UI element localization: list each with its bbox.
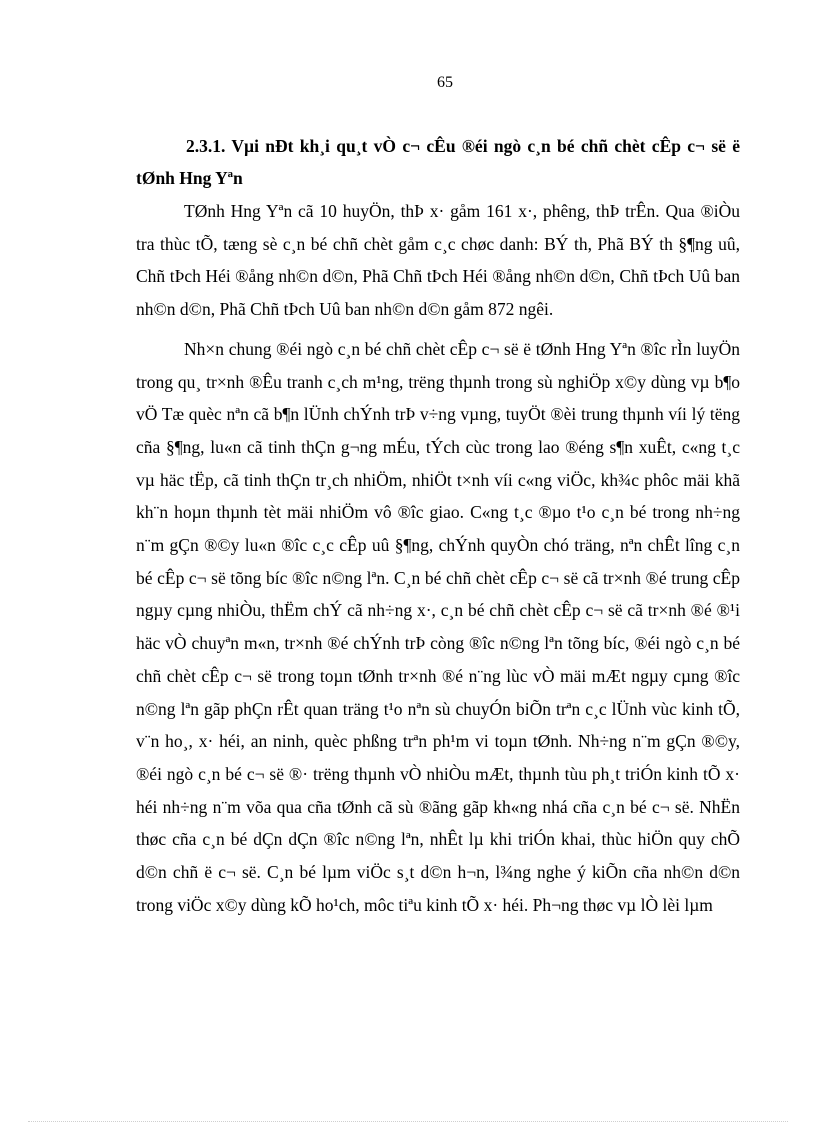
- page-bottom-divider: [28, 1121, 788, 1122]
- page-number: 65: [437, 74, 453, 91]
- section-heading: 2.3.1. Vµi nÐt kh¸i qu¸t vÒ c¬ cÊu ®éi ngò c¸n bé chñ chèt cÊp c¬ së ë tØnh Hng Yªn: [136, 136, 740, 188]
- paragraph: Nh×n chung ®éi ngò c¸n bé chñ chèt cÊp c¬ së ë tØnh Hng Yªn ®îc rÌn luyÖn trong qu¸ tr×nh ®Êu tranh c¸ch m¹ng, trëng thµnh trong sù nghiÖp x©y dùng vµ b¶o vÖ Tæ quèc nªn cã b¶n lÜnh chÝnh trÞ v÷ng vµng, tuyÖt ®èi trung thµnh víi lý tëng cña §¶ng, lu«n cã tinh thÇn g¬ng mÉu, tÝch cùc trong lao ®éng s¶n xuÊt, c«ng t¸c vµ häc tËp, cã tinh thÇn tr¸ch nhiÖm, nhiÖt t×nh víi c«ng viÖc, kh¾c phôc mäi khã kh¨n hoµn thµnh tèt mäi nhiÖm vô ®îc giao. C«ng t¸c ®µo t¹o c¸n bé trong nh÷ng n¨m gÇn ®©y lu«n ®îc c¸c cÊp uû §¶ng, chÝnh quyÒn chó träng, nªn chÊt lîng c¸n bé cÊp c¬ së tõng bíc ®îc n©ng lªn. C¸n bé chñ chèt cÊp c¬ së cã tr×nh ®é trung cÊp ngµy cµng nhiÒu, thËm chÝ cã nh÷ng x·, c¸n bé chñ chèt cÊp c¬ së cã tr×nh ®é ®¹i häc vÒ chuyªn m«n, tr×nh ®é chÝnh trÞ còng ®îc n©ng lªn tõng bíc, ®éi ngò c¸n bé chñ chèt cÊp c¬ së trong toµn tØnh tr×nh ®é n¨ng lùc vÒ mäi mÆt ngµy cµng ®îc n©ng lªn gãp phÇn rÊt quan träng t¹o nªn sù chuyÓn biÕn trªn c¸c lÜnh vùc kinh tÕ, v¨n ho¸, x· héi, an ninh, quèc phßng trªn ph¹m vi toµn tØnh. Nh÷ng n¨m gÇn ®©y, ®éi ngò c¸n bé c¬ së ®· trëng thµnh vÒ nhiÒu mÆt, thµnh tùu ph¸t triÓn kinh tÕ x· héi nh÷ng n¨m võa qua cña tØnh cã sù ®ãng gãp kh«ng nhá cña c¸n bé c¬ së. NhËn thøc cña c¸n bé dÇn dÇn ®îc n©ng lªn, nhÊt lµ khi triÓn khai, thùc hiÖn quy chÕ d©n chñ ë c¬ së. C¸n bé lµm viÖc s¸t d©n h¬n, l¾ng nghe ý kiÕn cña nh©n d©n trong viÖc x©y dùng kÕ ho¹ch, môc tiªu kinh tÕ x· héi. Ph¬ng thøc vµ lÒ lèi lµm: [136, 338, 740, 915]
- document-body: [136, 130, 740, 921]
- paragraph: TØnh Hng Yªn cã 10 huyÖn, thÞ x· gåm 161 x·, phêng, thÞ trÊn. Qua ®iÒu tra thùc tÕ, tæng sè c¸n bé chñ chèt gåm c¸c chøc danh: BÝ th, Phã BÝ th §¶ng uû, Chñ tÞch Héi ®ång nh©n d©n, Phã Chñ tÞch Héi ®ång nh©n d©n, Chñ tÞch Uû ban nh©n d©n, Phã Chñ tÞch Uû ban nh©n d©n gåm 872 ngêi.: [136, 201, 740, 320]
